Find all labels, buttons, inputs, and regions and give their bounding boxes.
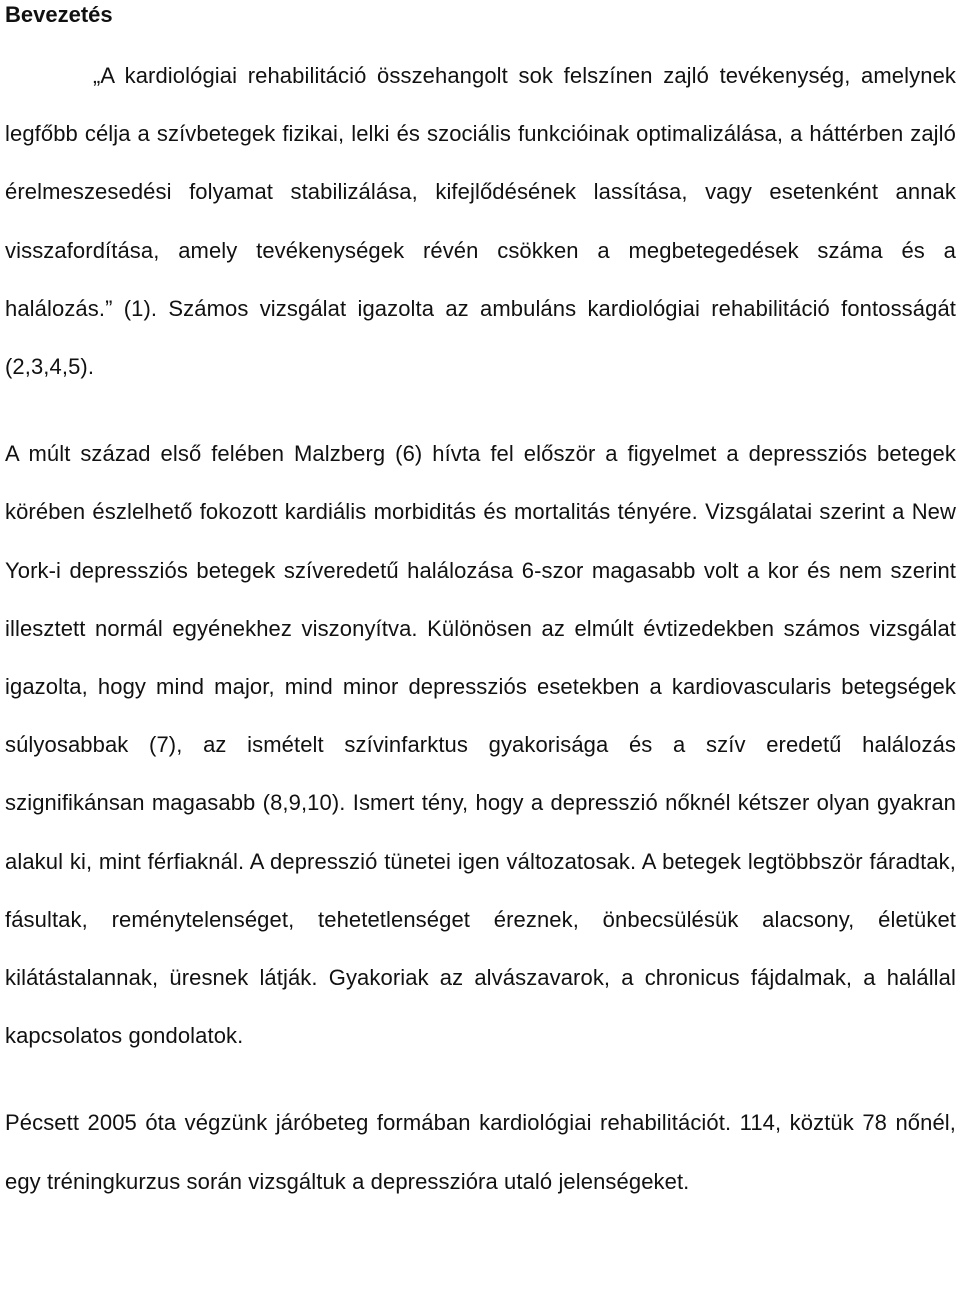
paragraph-study-description: Pécsett 2005 óta végzünk járóbeteg formában kardiológiai rehabilitációt. 114, köztük 78 nőnél, egy tréningkurzus során vizsgáltuk a depresszióra utaló jelenségeket. xyxy=(5,1110,956,1194)
section-heading: Bevezetés xyxy=(5,2,113,27)
paragraph-intro: „A kardiológiai rehabilitáció összehangolt sok felszínen zajló tevékenység, amelynek legfőbb célja a szívbetegek fizikai, lelki és szociális funkcióinak optimalizálása, a háttérben zajló érelmeszesedési folyamat stabilizálása, kifejlődésének lassítása, vagy esetenként annak visszafordítása, amely tevékenységek révén csökken a megbetegedések száma és a halálozás.” (1). Számos vizsgálat igazolta az ambuláns kardiológiai rehabilitáció fontosságát (2,3,4,5). xyxy=(5,63,956,380)
paragraph-depression-history: A múlt század első felében Malzberg (6) hívta fel először a figyelmet a depressziós betegek körében észlelhető fokozott kardiális morbiditás és mortalitás tényére. Vizsgálatai szerint a New York-i depressziós betegek szíveredetű halálozása 6-szor magasabb volt a kor és nem szerint illesztett normál egyénekhez viszonyítva. Különösen az elmúlt évtizedekben számos vizsgálat igazolta, hogy mind major, mind minor depressziós esetekben a kardiovascularis betegségek súlyosabbak (7), az ismételt szívinfarktus gyakorisága és a szív eredetű halálozás szignifikánsan magasabb (8,9,10). Ismert tény, hogy a depresszió nőknél kétszer olyan gyakran alakul ki, mint férfiaknál. A depresszió tünetei igen változatosak. A betegek legtöbbször fáradtak, fásultak, reménytelenséget, tehetetlenséget éreznek, önbecsülésük alacsony, életüket kilátástalannak, üresnek látják. Gyakoriak az alvászavarok, a chronicus fájdalmak, a halállal kapcsolatos gondolatok. xyxy=(5,441,956,1049)
document-page xyxy=(5,0,956,1211)
